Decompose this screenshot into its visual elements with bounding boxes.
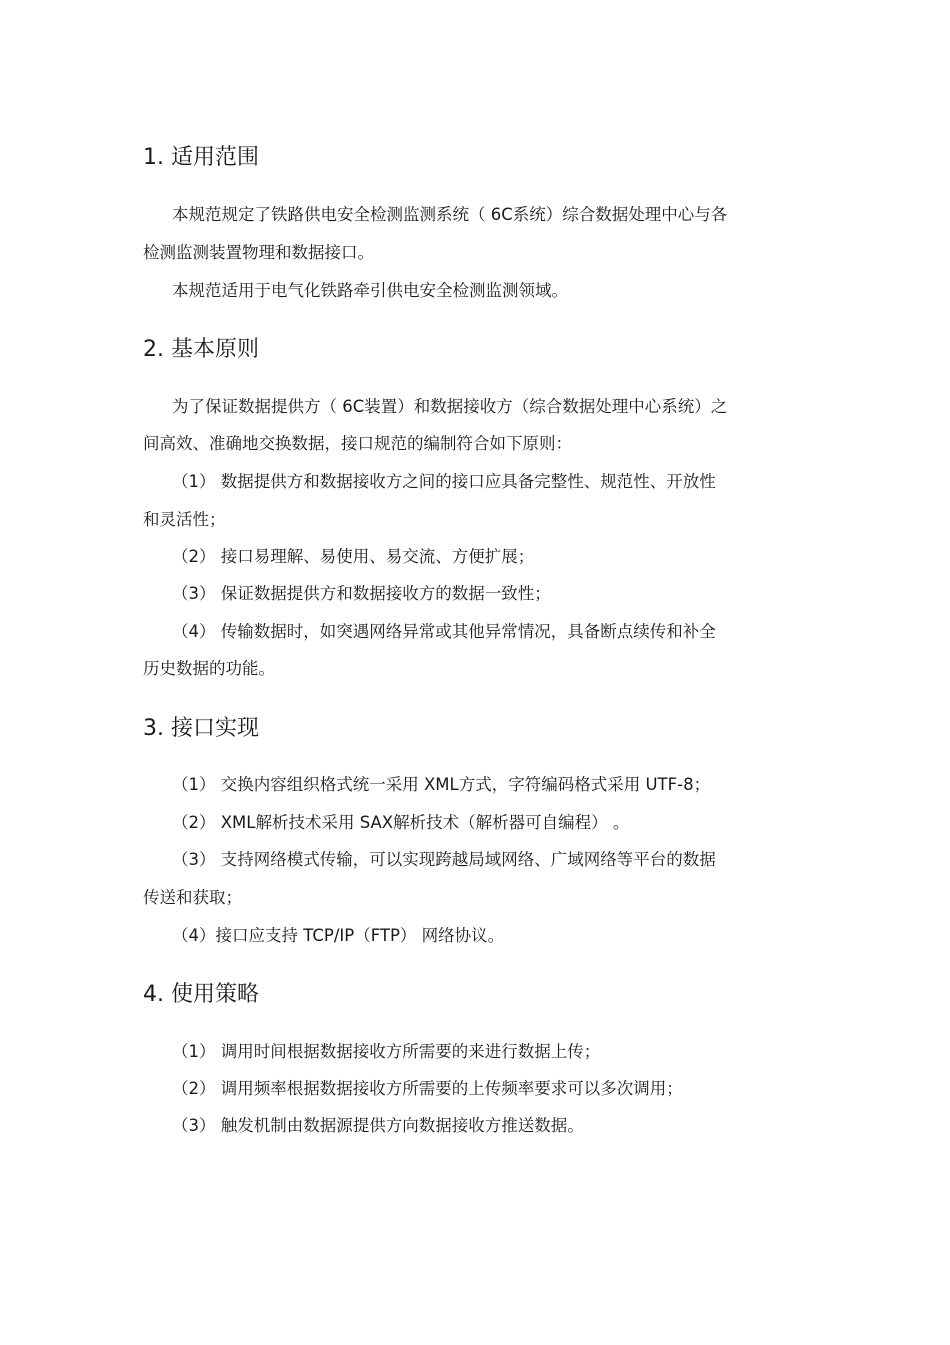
section-1-line-2: 检测监测装置物理和数据接口。 [143, 243, 374, 262]
section-1-heading: 1. 适用范围 [143, 145, 259, 170]
section-3-item-3-cont: 传送和获取； [143, 888, 242, 907]
section-4-item-3: （3） 触发机制由数据源提供方向数据接收方推送数据。 [172, 1116, 584, 1135]
section-2-item-1: （1） 数据提供方和数据接收方之间的接口应具备完整性、规范性、开放性 [172, 472, 716, 491]
section-4-item-1: （1） 调用时间根据数据接收方所需要的来进行数据上传； [172, 1042, 601, 1061]
section-2-item-4-cont: 历史数据的功能。 [143, 659, 275, 678]
section-4-item-2: （2） 调用频率根据数据接收方所需要的上传频率要求可以多次调用； [172, 1079, 683, 1098]
section-2-item-3: （3） 保证数据提供方和数据接收方的数据一致性； [172, 584, 551, 603]
section-3-item-3: （3） 支持网络模式传输，可以实现跨越局域网络、广域网络等平台的数据 [172, 850, 716, 869]
section-3-item-2: （2） XML解析技术采用 SAX解析技术（解析器可自编程） 。 [172, 813, 630, 832]
section-3-item-1: （1） 交换内容组织格式统一采用 XML方式，字符编码格式采用 UTF-8； [172, 775, 711, 794]
section-1-line-1: 本规范规定了铁路供电安全检测监测系统（ 6C系统）综合数据处理中心与各 [172, 205, 728, 224]
section-1-line-3: 本规范适用于电气化铁路牵引供电安全检测监测领域。 [172, 281, 568, 300]
section-3-item-4: （4）接口应支持 TCP/IP（FTP） 网络协议。 [172, 926, 505, 945]
section-2-line-1: 为了保证数据提供方（ 6C装置）和数据接收方（综合数据处理中心系统）之 [172, 397, 728, 416]
section-2-heading: 2. 基本原则 [143, 337, 259, 362]
section-2-item-4: （4） 传输数据时，如突遇网络异常或其他异常情况，具备断点续传和补全 [172, 622, 716, 641]
section-3-heading: 3. 接口实现 [143, 716, 259, 741]
section-2-item-1-cont: 和灵活性； [143, 510, 226, 529]
section-4-heading: 4. 使用策略 [143, 982, 259, 1007]
section-2-line-2: 间高效、准确地交换数据，接口规范的编制符合如下原则： [143, 434, 572, 453]
section-2-item-2: （2） 接口易理解、易使用、易交流、方便扩展； [172, 547, 535, 566]
